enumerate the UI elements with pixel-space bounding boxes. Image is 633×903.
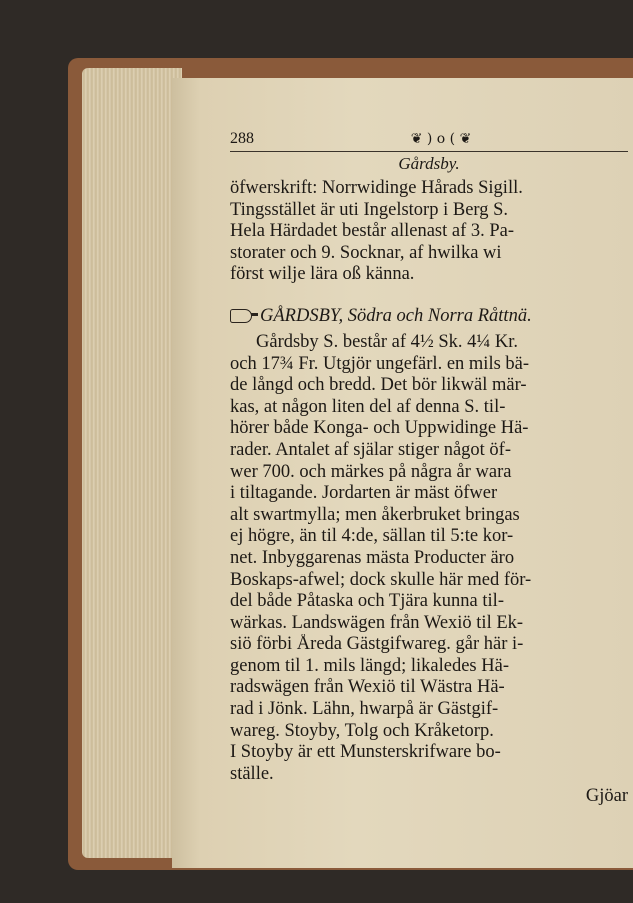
text-line: storater och 9. Socknar, af hwilka wi — [230, 242, 502, 263]
page-edges — [82, 68, 182, 858]
text-line: i tiltagande. Jordarten är mäst öfwer — [230, 483, 498, 504]
intro-paragraph — [230, 178, 628, 286]
text-line: I Stoyby är ett Munsterskrifware bo- — [230, 742, 501, 763]
text-line: de långd och bredd. Det bör likwäl mär- — [230, 375, 527, 396]
text-line: först wilje lära oß känna. — [230, 264, 415, 285]
entry-heading — [230, 304, 628, 328]
text-line: wer 700. och märkes på några år wara — [230, 461, 512, 482]
text-line: öfwerskrift: Norrwidinge Hårads Sigill. — [230, 178, 523, 198]
page-number: 288 — [230, 130, 254, 147]
page-header — [230, 130, 628, 152]
entry-heading-text: GÅRDSBY, Södra och Norra Råttnä. — [260, 305, 532, 326]
text-line: wareg. Stoyby, Tolg och Kråketorp. — [230, 720, 494, 741]
text-line: Boskaps-afwel; dock skulle här med för- — [230, 569, 532, 590]
text-line: radswägen från Wexiö til Wästra Hä- — [230, 677, 505, 698]
text-line: ej högre, än til 4:de, sällan til 5:te kor- — [230, 526, 514, 547]
text-line: alt swartmylla; men åkerbruket bringas — [230, 504, 520, 525]
text-line: net. Inbyggarenas mästa Producter äro — [230, 547, 515, 568]
header-ornament: ❦ ) o ( ❦ — [410, 131, 472, 147]
text-line: kas, at någon liten del af denna S. til- — [230, 396, 506, 417]
catchword: Gjöar — [585, 786, 628, 807]
text-line: och 17¾ Fr. Utgjör ungefärl. en mils bä- — [230, 353, 530, 374]
text-line: rader. Antalet af själar stiger något öf- — [230, 439, 511, 460]
page-content — [230, 130, 628, 807]
text-line: hörer både Konga- och Uppwidinge Hä- — [230, 418, 529, 439]
pointing-hand-icon — [230, 309, 252, 323]
text-line: rad i Jönk. Lähn, hwarpå är Gästgif- — [230, 699, 499, 720]
book-page — [172, 78, 633, 868]
text-line: siö förbi Åreda Gästgifwareg. går här i- — [230, 634, 524, 655]
text-line: wärkas. Landswägen från Wexiö til Ek- — [230, 612, 524, 633]
entry-body — [230, 332, 628, 807]
running-title: Gårdsby. — [398, 154, 460, 173]
text-line: Gårdsby S. består af 4½ Sk. 4¼ Kr. — [256, 331, 519, 352]
text-line: del både Påtaska och Tjära kunna til- — [230, 591, 504, 612]
text-line: Tingsstället är uti Ingelstorp i Berg S. — [230, 199, 509, 220]
text-line: Hela Härdadet består allenast af 3. Pa- — [230, 221, 515, 242]
text-line: ställe. — [230, 763, 274, 784]
text-line: genom til 1. mils längd; likaledes Hä- — [230, 655, 509, 676]
